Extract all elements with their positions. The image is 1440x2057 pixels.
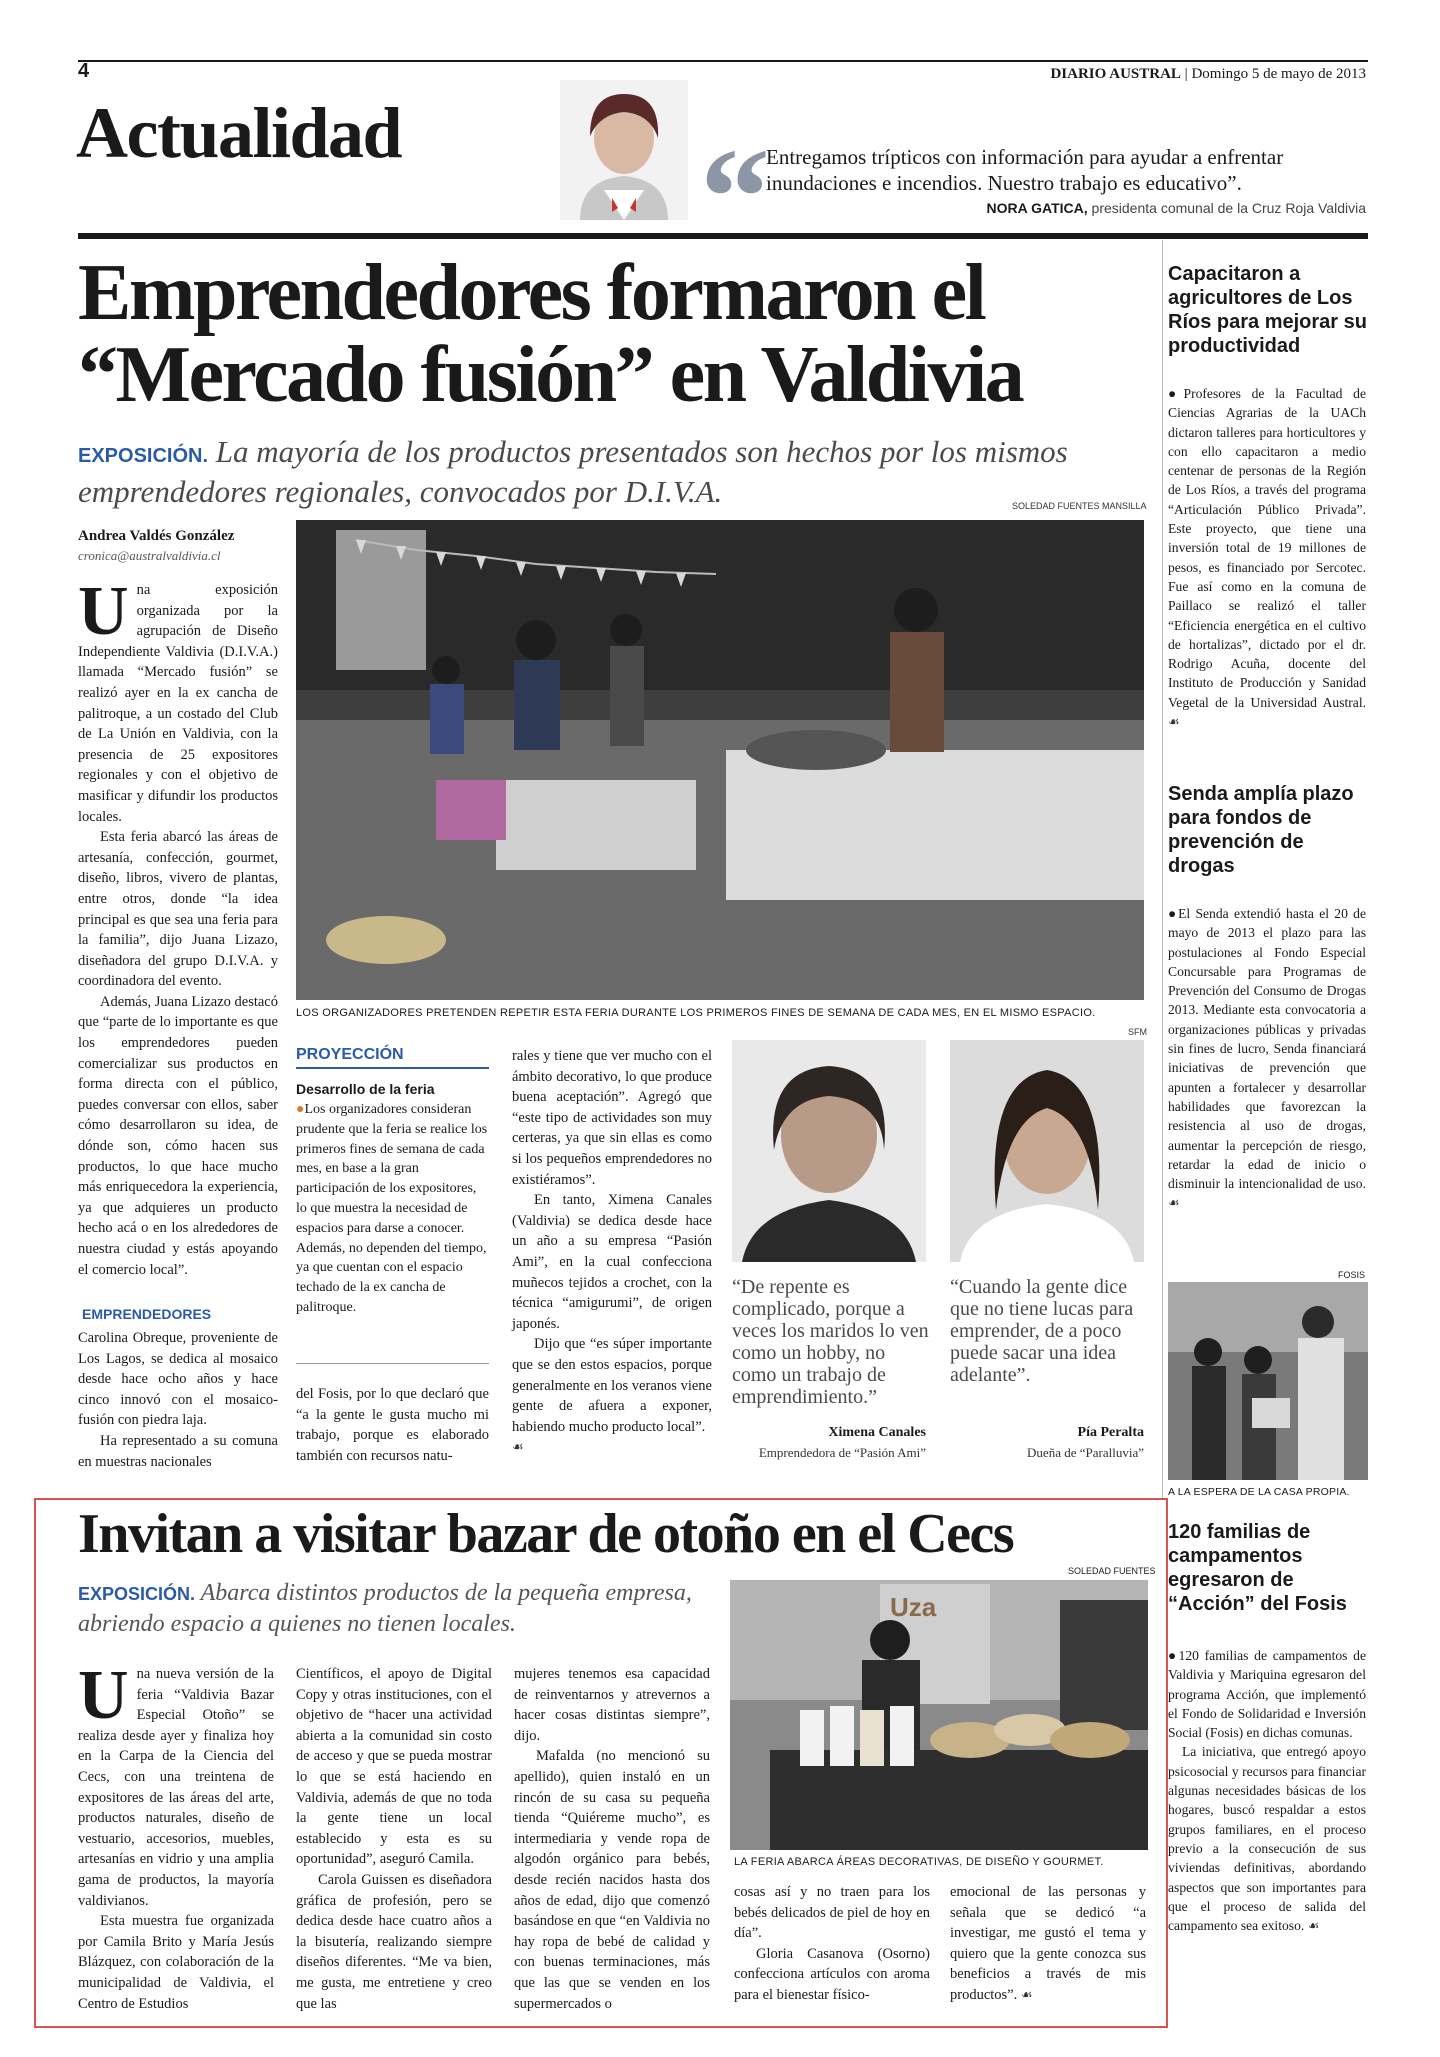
main-kicker: EXPOSICIÓN. xyxy=(78,445,209,467)
pull-quote-2: “Cuando la gente dice que no tiene lucas para emprender, de a poco puede sacar una idea adelante”. xyxy=(950,1276,1134,1386)
main-photo xyxy=(296,520,1144,1000)
proyeccion-text: ●Los organizadores consideran prudente que la feria se realice los primeros fines de semana de cada mes, en base a la gran participación de los expositores, lo que muestra la necesidad de espacios para darse a conocer. Además, no dependen del tiempo, ya que cuentan con el espacio techado de la ex cancha de palitroque. xyxy=(296,1102,488,1315)
dateline: DIARIO AUSTRAL | Domingo 5 de mayo de 2013 xyxy=(1050,66,1366,82)
main-col1-paragraph-2: Esta feria abarcó las áreas de artesanía, confección, gourmet, diseño, libros, vivero de plantas, entre otros, donde “la idea principal es que sea una feria para la familia”, dijo Juana Lizazo, diseñadora del grupo D.I.V.A. y coordinadora del evento. xyxy=(78,829,278,990)
end-mark-icon: ☙ xyxy=(1168,714,1180,730)
top-quote-text: Entregamos trípticos con información para ayudar a enfrentar inundaciones e incendios. Nuestro trabajo es educativo”. xyxy=(766,145,1284,195)
sidebar-rule xyxy=(1162,240,1163,1500)
quote-author-name: NORA GATICA, xyxy=(986,200,1088,216)
bazar-col3-paragraph-2: Mafalda (no mencionó su apellido), quien instaló en un rincón de su casa su pequeña tienda “Quiéreme mucho”, es intermediaria y vende ropa de algodón orgánico para bebés, desde recién nacidos hasta dos años de edad, dijo que comenzó basándose en que “en Valdivia no hay ropa de bebé de calidad y con buenas terminaciones, más que las que se venden en los supermercados o xyxy=(514,1748,710,2012)
bazar-kicker: EXPOSICIÓN. xyxy=(78,1584,196,1604)
quote-author-role: presidenta comunal de la Cruz Roja Valdivia xyxy=(1091,200,1366,216)
main-headline: Emprendedores formaron el “Mercado fusión” en Valdivia xyxy=(78,249,1023,419)
sidebar-item-3-paragraph-2: La iniciativa, que entregó apoyo psicosocial y recursos para financiar algunas necesidades básicas de los hogares, buscó respaldar a estos grupos familiares, en el proceso previo a la consecución de sus viviendas definitivas, abordando aspectos que son importantes para que el proceso de salida del campamento sea exitoso. xyxy=(1168,1744,1366,1934)
bazar-col4-paragraph-2: Gloria Casanova (Osorno) confecciona artículos con aroma para el bienestar físico- xyxy=(734,1945,930,2003)
sidebar-photo xyxy=(1168,1282,1368,1480)
byline: Andrea Valdés González xyxy=(78,528,235,544)
bazar-deck xyxy=(78,1578,718,1639)
main-col1-paragraph-3: Además, Juana Lizazo destacó que “parte de lo importante es que los emprendedores pueden comercializar sus productos en forma directa con el público, puedes conversar con ellos, saber cómo desarrollaron su idea, de dónde son, cómo hacen sus productos, lo que hace mucho más enriquecedora la experiencia, ya que adquieres un producto hecho acá o en los alrededores de nuestra ciudad y estás apoyando el comercio local”. xyxy=(78,993,278,1278)
bazar-col1-paragraph-2: Esta muestra fue organizada por Camila Brito y María Jesús Blázquez, con colaboración de la municipalidad de Valdivia, el Centro de Estudios xyxy=(78,1913,274,2012)
ximena-canales-photo xyxy=(732,1040,926,1262)
sidebar-item-1-text: ●Profesores de la Facultad de Ciencias Agrarias de la UACh dictaron talleres para horticultores y con ello capacitaron a medio centenar de personas de la Región de Los Ríos, a través del programa “Articulación Público Privada”. Este proyecto, que tiene una inversión total de 19 millones de pesos, es financiado por Sercotec. Fue así como en la comuna de Paillaco se realizó el taller “Eficiencia energética en el cultivo de hortalizas”, dictado por el dr. Rodrigo Acuña, docente del Instituto de Producción y Sanidad Vegetal de la Universidad Austral. ☙ xyxy=(1168,386,1366,730)
end-mark-icon: ☙ xyxy=(1307,1918,1320,1934)
main-col4-paragraph-1: rales y tiene que ver mucho con el ámbito decorativo, lo que produce buena aceptación”. Agregó que “este tipo de actividades son muy certeras, ya que sin ellas es como si los pequeños emprendedores no existiéramos”. xyxy=(512,1048,712,1188)
sidebar-photo-caption: A LA ESPERA DE LA CASA PROPIA. xyxy=(1168,1486,1350,1498)
main-article-column-4 xyxy=(512,1046,712,1458)
bazar-column-5 xyxy=(950,1882,1146,2006)
top-rule xyxy=(78,60,1368,62)
proyeccion-rule xyxy=(296,1363,489,1364)
main-deck-text: La mayoría de los productos presentados son hechos por los mismos emprendedores regionales, convocados por D.I.V.A. xyxy=(78,434,1068,509)
quote-mark-icon: “ xyxy=(700,120,770,275)
main-photo-caption: LOS ORGANIZADORES PRETENDEN REPETIR ESTA FERIA DURANTE LOS PRIMEROS FINES DE SEMANA DE CADA MES, EN EL MISMO ESPACIO. xyxy=(296,1007,1096,1019)
bazar-col3-paragraph-1: mujeres tenemos esa capacidad de reinventarnos y atrevernos a hacer cosas distintas siempre”, dijo. xyxy=(514,1666,710,1744)
sidebar-item-2-headline: Senda amplía plazo para fondos de prevención de drogas xyxy=(1168,783,1354,877)
pull-quote-1-name: Ximena Canales xyxy=(828,1425,926,1440)
bazar-col5-paragraph-1: emocional de las personas y señala que se dedicó “a investigar, me gustó el tema y quiero que la gente conozca sus beneficios a través de mis productos”. xyxy=(950,1884,1146,2003)
sidebar-item-1-body: Profesores de la Facultad de Ciencias Agrarias de la UACh dictaron talleres para horticultores y con ello capacitaron a medio centenar de personas de la Región de Los Ríos, a través del programa “Articulación Público Privada”. Este proyecto, que tiene una inversión total de 19 millones de pesos, es financiado por Sercotec. Fue así como en la comuna de Paillaco se realizó el taller “Eficiencia energética en el cultivo de hortalizas”, dictado por el dr. Rodrigo Acuña, docente del Instituto de Producción y Sanidad Vegetal de la Universidad Austral. xyxy=(1168,386,1366,710)
main-article-column-3 xyxy=(296,1384,489,1466)
main-col1b-paragraph-2: Ha representado a su comuna en muestras nacionales xyxy=(78,1432,278,1470)
sidebar-item-3-paragraph-1: 120 familias de campamentos de Valdivia y Mariquina egresaron del programa Acción, que implementó el Fondo de Solidaridad e Inversión Social (Fosis) en dichas comunas. xyxy=(1168,1648,1366,1741)
page-number: 4 xyxy=(78,60,90,82)
proyeccion-text-body: Los organizadores consideran prudente que la feria se realice los primeros fines de semana de cada mes, en base a la gran participación de los expositores, lo que muestra la necesidad de espacios para darse a conocer. Además, no dependen del tiempo, ya que cuentan con el espacio techado de la ex cancha de palitroque. xyxy=(296,1102,488,1315)
masthead-rule xyxy=(78,233,1368,239)
bazar-col4-paragraph-1: cosas así y no traen para los bebés delicados de piel de hoy en día”. xyxy=(734,1884,930,1942)
bazar-photo-caption: LA FERIA ABARCA ÁREAS DECORATIVAS, DE DISEÑO Y GOURMET. xyxy=(734,1856,1104,1868)
svg-text:Uza: Uza xyxy=(890,1592,937,1622)
proyeccion-label: PROYECCIÓN xyxy=(296,1046,489,1069)
pull-quote-2-name: Pía Peralta xyxy=(1077,1425,1144,1440)
main-col1-paragraph-1: na exposición organizada por la agrupación de Diseño Independiente Valdivia (D.I.V.A.) llamada “Mercado fusión” se realizó ayer en la ex cancha de palitroque, a un costado del Club de La Unión en Valdivia, con la presencia de 25 expositores regionales y con el objetivo de masificar y difundir los productos locales. xyxy=(78,582,278,825)
pull-quote-2-role: Dueña de “Paralluvia” xyxy=(1027,1445,1144,1460)
byline-email: cronica@australvaldivia.cl xyxy=(78,548,221,563)
main-photo-credit: SOLEDAD FUENTES MANSILLA xyxy=(1012,501,1147,511)
sidebar-photo-credit: FOSIS xyxy=(1338,1270,1366,1280)
quote-author-portrait xyxy=(560,80,688,220)
main-deck xyxy=(78,434,1138,510)
bazar-col2-paragraph-2: Carola Guissen es diseñadora gráfica de profesión, pero se dedica desde hace cuatro años a la bisutería, realizando siempre diseños diferentes. “Me va bien, me gusta, me entretiene y creo que las xyxy=(296,1871,492,2012)
main-col4-paragraph-3: Dijo que “es súper importante que se den estos espacios, porque generalmente en los veranos viene gente de afuera a exponer, habiendo mucho producto local”. xyxy=(512,1336,712,1435)
bazar-dropcap: U xyxy=(78,1657,129,1734)
main-article-column-1 xyxy=(78,573,278,1280)
bazar-headline: Invitan a visitar bazar de otoño en el Cecs xyxy=(78,1503,1014,1565)
bazar-column-4 xyxy=(734,1882,930,2006)
sidebar-item-3-headline: 120 familias de campamentos egresaron de “Acción” del Fosis xyxy=(1168,1521,1347,1615)
pull-quote-1-role: Emprendedora de “Pasión Ami” xyxy=(758,1445,926,1460)
bazar-col1-paragraph-1: na nueva versión de la feria “Valdivia Bazar Especial Otoño” se realiza desde ayer y finaliza hoy en la Carpa de la Ciencia del Cecs, con una treintena de expositores de las áreas del arte, productos naturales, diseño de vestuario, accesorios, muebles, artesanías en vidrio y una amplia gama de productos, la mayoría valdivianos. xyxy=(78,1666,274,1909)
sidebar-item-3-text: ●120 familias de campamentos de Valdivia y Mariquina egresaron del programa Acción, que implementó el Fondo de Solidaridad e Inversión Social (Fosis) en dichas comunas. La iniciativa, que entregó apoyo psicosocial y recursos para financiar algunas necesidades básicas de los hogares, buscó respaldar a estos grupos familiares, en el proceso previo a la consecución de sus viviendas definitivas, abordando aspectos que son importantes para que el proceso de salida del campamento sea exitoso. ☙ xyxy=(1168,1648,1366,1934)
emprendedores-subhead: EMPRENDEDORES xyxy=(82,1306,212,1322)
sidebar-item-2-text: ●El Senda extendió hasta el 20 de mayo de 2013 el plazo para las postulaciones al Fondo Especial Concursable para Programas de Prevención del Consumo de Drogas 2013. Mediante esta convocatoria a organizaciones públicas y privadas sin fines de lucro, Senda financiará iniciativas de prevención que apunten a fortalecer y desarrollar habilidades que favorezcan la resistencia al uso de drogas, aumentar la percepción de riesgo, retardar la edad de inicio o disminuir la intencionalidad de uso. ☙ xyxy=(1168,906,1366,1211)
main-photo-credit-2: SFM xyxy=(1128,1027,1147,1037)
proyeccion-title: Desarrollo de la feria xyxy=(296,1081,435,1097)
end-mark-icon: ☙ xyxy=(1020,1986,1033,2002)
section-title: Actualidad xyxy=(76,93,402,173)
sidebar-item-2-body: El Senda extendió hasta el 20 de mayo de 2013 el plazo para las postulaciones al Fondo Especial Concursable para Programas de Prevención del Consumo de Drogas 2013. Mediante esta convocatoria a organizaciones públicas y privadas sin fines de lucro, Senda financiará iniciativas de prevención que apunten a fortalecer y desarrollar habilidades que favorezcan la resistencia al uso de drogas, aumentar la percepción de riesgo, retardar la edad de inicio o disminuir la intencionalidad de uso. xyxy=(1168,906,1366,1192)
end-mark-icon: ☙ xyxy=(512,1439,524,1455)
end-mark-icon: ☙ xyxy=(1168,1195,1180,1211)
issue-date: Domingo 5 de mayo de 2013 xyxy=(1191,66,1366,82)
proyeccion-box xyxy=(296,1046,489,1318)
pull-quote-1: “De repente es complicado, porque a veces los maridos lo ven como un hobby, no como un trabajo de emprendimiento.” xyxy=(732,1276,929,1408)
bazar-deck-text: Abarca distintos productos de la pequeña empresa, abriendo espacio a quienes no tienen locales. xyxy=(78,1580,692,1637)
main-article-column-1b xyxy=(78,1328,278,1472)
bazar-column-3 xyxy=(514,1664,710,2014)
paper-name: DIARIO AUSTRAL xyxy=(1050,66,1181,82)
sidebar-item-1-headline: Capacitaron a agricultores de Los Ríos para mejorar su productividad xyxy=(1168,263,1367,357)
bazar-photo xyxy=(730,1580,1148,1850)
top-quote-author xyxy=(987,200,1366,216)
pia-peralta-photo xyxy=(950,1040,1144,1262)
bazar-column-2 xyxy=(296,1664,492,2014)
bazar-column-1 xyxy=(78,1657,274,2014)
bazar-col2-paragraph-1: Científicos, el apoyo de Digital Copy y otras instituciones, con el objetivo de “hacer una actividad abierta a la comunidad sin costo de acceso y que se pueda mostrar lo que se está haciendo en Valdivia, además de que no toda la gente tiene un local establecido y esta es su oportunidad”, aseguró Camila. xyxy=(296,1666,492,1868)
main-dropcap: U xyxy=(78,573,129,650)
bazar-photo-credit: SOLEDAD FUENTES xyxy=(1068,1566,1156,1576)
main-col4-paragraph-2: En tanto, Ximena Canales (Valdivia) se dedica desde hace un año a su empresa “Pasión Ami”, en la cual confecciona muñecos tejidos a crochet, con la técnica “amigurumi”, de origen japonés. xyxy=(512,1192,712,1332)
main-col1b-paragraph-1: Carolina Obreque, proveniente de Los Lagos, se dedica al mosaico desde hace ocho años y hace cinco innovó con el mosaico-fusión con piedra laja. xyxy=(78,1330,278,1429)
main-col3-paragraph-1: del Fosis, por lo que declaró que “a la gente le gusta mucho mi trabajo, porque es elaborado también con recursos natu- xyxy=(296,1386,489,1464)
